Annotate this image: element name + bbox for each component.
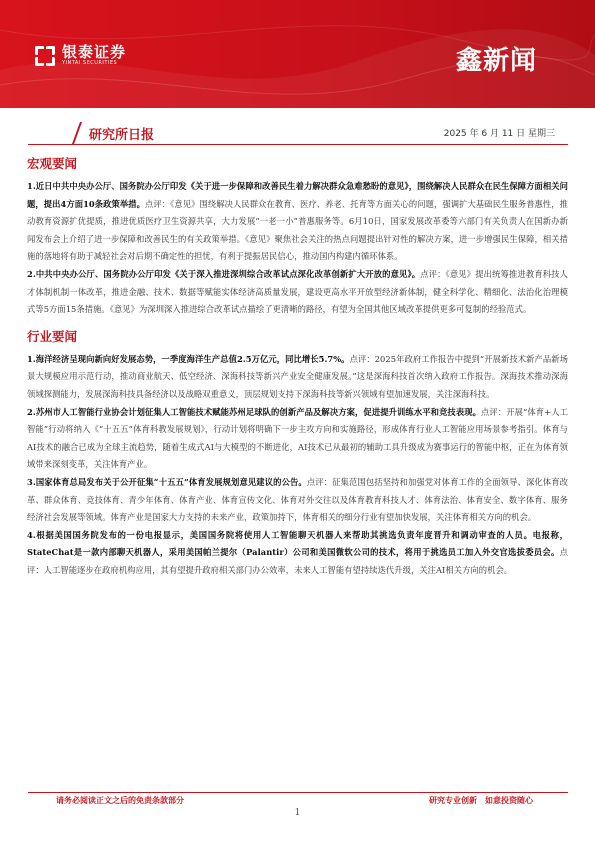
news-headline: 2.苏州市人工智能行业协会计划征集人工智能技术赋能苏州足球队的创新产品及解决方案，促进提升训练水平和竞技表现。 — [27, 406, 482, 417]
comment-text: 人工智能逐步在政府机构应用，其有望提升政府相关部门办公效率，未来人工智能有望持续迭代升级，关注AI相关方向的机会。 — [43, 564, 513, 575]
comment-label: 点评： — [306, 476, 333, 487]
section-heading-industry: 行业要闻 — [27, 328, 78, 344]
subheader-accent — [72, 122, 82, 144]
company-logo — [34, 44, 126, 67]
comment-text: 《意见》提出统筹推进教育科技人才体制机制一体改革，推进金融、技术、数据等赋能实体经济高质量发展，建设更高水平开放型经济新体制，健全科学化、精细化、法治化治理模式等5方面15条措施。《意见》为深圳深入推进综合改革试点描绘了更清晰的路径，有望为全国其他区域改革提供更多可复制的经验范式。 — [27, 268, 568, 315]
report-title: 研究所日报 — [89, 128, 155, 143]
news-headline: 3.国家体育总局发布关于公开征集“十五五”体育发展规划意见建议的公告。 — [27, 476, 307, 487]
subheader-divider — [28, 144, 568, 145]
comment-label: 点评： — [145, 198, 171, 209]
comment-text: 2025年政府工作报告中提到“开展新技术新产品新场景大规模应用示范行动，推动商业航天、低空经济、深海科技等新兴产业安全健康发展。”这是深海科技首次纳入政府工作报告。深海技术推动深海领域探测能力，发展深海科技具备经济以及战略双重意义，顶层规划支持下深海科技等新兴领域有望加速发展，关注深海科技。 — [27, 353, 568, 399]
comment-label: 点评： — [420, 268, 446, 279]
footer-divider — [28, 792, 568, 793]
comment-text: 开展“体育+人工智能”行动将纳入《“十五五”体育科教发展规划》，行动计划将明确下一步主攻方向和实施路径，形成体育行业人工智能应用场景参考指引。体育与AI技术的融合已成为全球主流趋势，随着生成式AI与大模型的不断进化，AI技术已从最初的辅助工具升级成为赛事运行的智能中枢，正在为体育领域带来深刻变革，关注体育产业。 — [27, 406, 568, 470]
news-headline: 1.海洋经济呈现向新向好发展态势，一季度海洋生产总值2.5万亿元，同比增长5.7%。 — [27, 353, 350, 364]
comment-text: 《意见》围绕解决人民群众在教育、医疗、养老、托育等方面关心的问题，强调扩大基础民生服务普惠性，推动教育资源扩优提质，推进优质医疗卫生资源共享，大力发展“一老一小”普惠服务等。6月10日，国家发展改革委等六部门有关负责人在国新办新闻发布会上介绍了进一步保障和改善民生的有关政策举措。《意见》聚焦社会关注的热点问题提出针对性的解决方案，进一步增强民生保障，相关措施的落地将有助于减轻社会对后期不确定性的担忧，有利于提振居民信心，推动国内构建内循环体系。 — [27, 198, 568, 262]
page-number: 1 — [294, 808, 301, 818]
news-item — [27, 351, 568, 404]
section-heading-macro: 宏观要闻 — [27, 156, 78, 171]
news-item — [27, 178, 568, 266]
logo-mark-icon — [34, 45, 56, 67]
comment-label: 点评： — [349, 353, 375, 364]
logo-name-en: YINTAI SECURITIES — [62, 60, 118, 66]
news-headline: 4.根据美国国务院发布的一份电报显示，美国国务院将使用人工智能聊天机器人来帮助其挑选负责年度晋升和调动审查的人员。电报称，StateChat是一款内部聊天机器人，采用美国帕兰提尔（Palantir）公司和美国微软公司的技术，将用于挑选员工加入外交官选拔委员会。 — [27, 529, 568, 558]
report-date: 2025 年 6 月 11 日 星期三 — [443, 129, 555, 139]
comment-text: 征集范围包括坚持和加强党对体育工作的全面领导、深化体育改革、群众体育、竞技体育、青少年体育、体育产业、体育宣传文化、体育对外交往以及体育教育科技人才、体育法治、体育安全、数字体育、服务经济社会发展等领域。体育产业是国家大力支持的未来产业，政策加持下，体育相关的细分行业有望加快发展，关注体育相关方向的机会。 — [27, 476, 568, 523]
news-headline: 2.中共中央办公厅、国务院办公厅印发《关于深入推进深圳综合改革试点深化改革创新扩大开放的意见》。 — [27, 268, 421, 279]
news-item — [27, 266, 568, 319]
footer-disclaimer: 请务必阅读正文之后的免责条款部分 — [56, 796, 184, 805]
news-headline: 1.近日中共中央办公厅、国务院办公厅印发《关于进一步保障和改善民生着力解决群众急难愁盼的意见》，围绕解决人民群众在民生保障方面相关问题，提出4方面10条政策举措。 — [27, 181, 568, 209]
report-subheader — [0, 114, 595, 146]
logo-name-cn: 银泰证券 — [62, 43, 127, 61]
report-body — [27, 150, 568, 579]
news-item — [27, 474, 568, 527]
news-item — [27, 404, 568, 474]
brand-title: 鑫新闻 — [455, 46, 537, 76]
comment-label: 点评： — [27, 547, 568, 575]
comment-label: 点评： — [481, 406, 507, 417]
header-banner — [0, 0, 595, 108]
news-item — [27, 527, 568, 580]
footer-slogan: 研究专业创新 如意投资随心 — [429, 796, 533, 805]
